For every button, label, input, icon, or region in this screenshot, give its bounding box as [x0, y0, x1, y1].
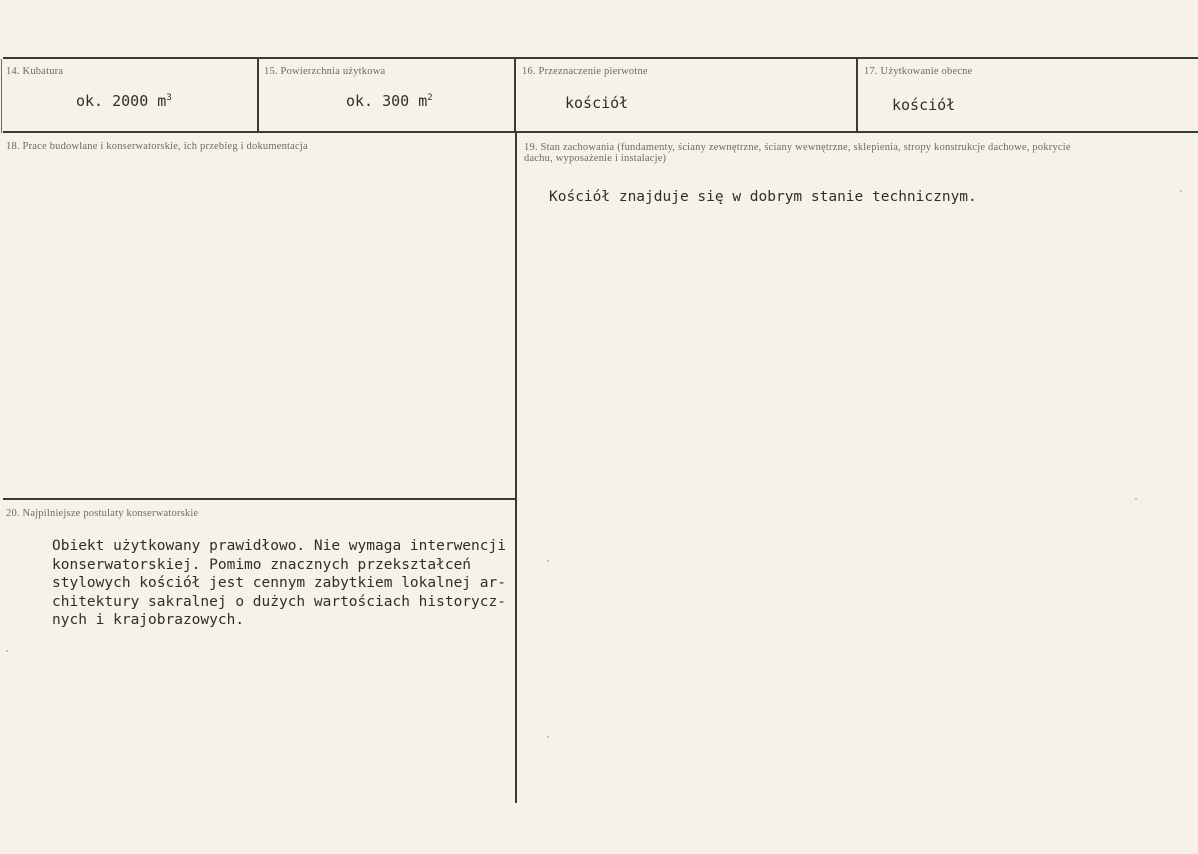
field-20-value: Obiekt użytkowany prawidłowo. Nie wymaga interwencji konserwatorskiej. Pomimo znacznych przekształceń stylowych kościół jest cennym zabytkiem lokalnej ar- chitektury sakralnej o dużych wartościach historycz- nych i krajobrazowych.	[52, 538, 506, 628]
field-14-value-superscript: 3	[166, 93, 172, 103]
field-18-label: 18. Prace budowlane i konserwatorskie, ich przebieg i dokumentacja	[6, 141, 308, 152]
field-16-label: 16. Przeznaczenie pierwotne	[522, 66, 648, 77]
divider-16-17	[856, 59, 858, 132]
paper-speck	[547, 736, 549, 738]
field-15-label: 15. Powierzchnia użytkowa	[264, 66, 386, 77]
divider-15-16	[514, 59, 516, 132]
paper-speck	[1135, 498, 1137, 500]
divider-18-19	[515, 133, 517, 803]
paper-speck	[547, 560, 549, 562]
field-15-value-superscript: 2	[427, 93, 433, 103]
field-17-label: 17. Użytkowanie obecne	[864, 66, 973, 77]
field-16-value: kościół	[565, 94, 629, 112]
field-15-value	[346, 92, 433, 110]
paper-speck	[6, 650, 8, 652]
top-rule	[3, 57, 1198, 59]
field-19-value: Kościół znajduje się w dobrym stanie technicznym.	[549, 189, 977, 205]
field-17-value: kościół	[892, 96, 956, 114]
field-20-label: 20. Najpilniejsze postulaty konserwatorskie	[6, 508, 199, 519]
row1-bottom-rule	[3, 131, 1198, 133]
field-14-value	[76, 92, 172, 110]
field-19-label: 19. Stan zachowania (fundamenty, ściany zewnętrzne, ściany wewnętrzne, sklepienia, stropy konstrukcje dachowe, pokrycie dachu, wyposażenie i instalacje)	[524, 142, 1071, 164]
paper-speck	[1180, 190, 1182, 192]
field-14-label: 14. Kubatura	[6, 66, 64, 77]
divider-14-15	[257, 59, 259, 132]
field-15-value-text: ok. 300 m	[346, 92, 428, 110]
left-edge-tick	[1, 59, 2, 133]
field-14-value-text: ok. 2000 m	[76, 92, 167, 110]
section20-top-rule	[3, 498, 516, 500]
